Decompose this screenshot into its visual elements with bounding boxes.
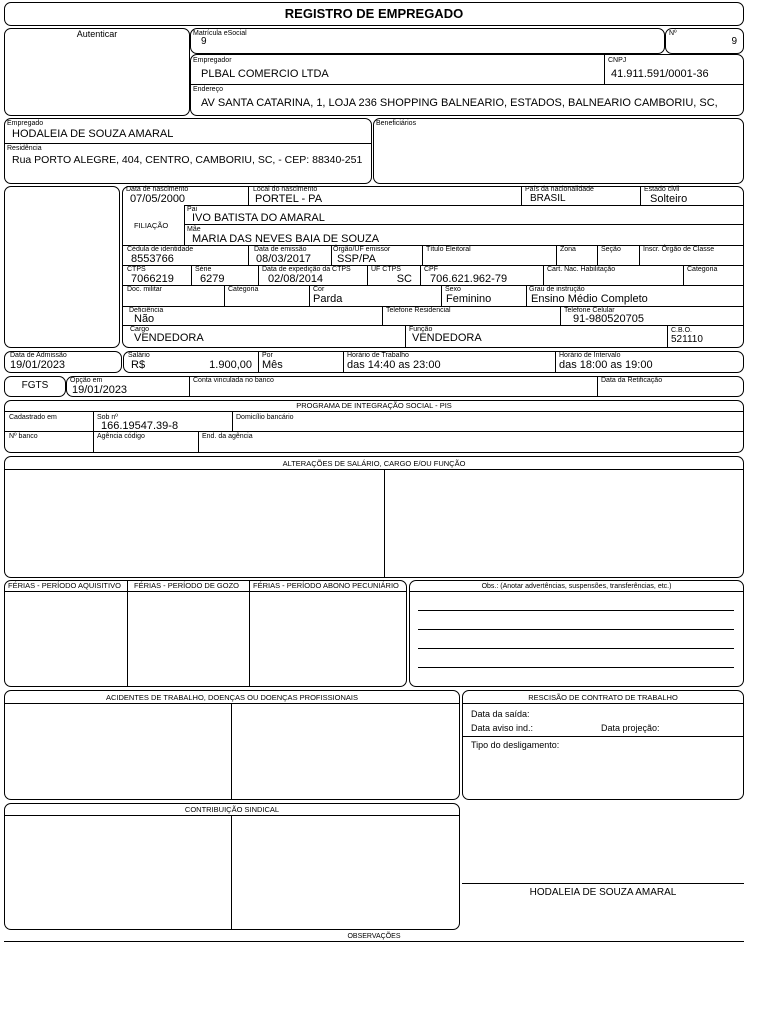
salario-currency: R$ — [131, 359, 146, 371]
row-line — [462, 736, 744, 737]
telcel-value: 91-980520705 — [573, 313, 644, 325]
col-line — [543, 265, 544, 285]
endereco-divider — [190, 84, 744, 85]
orgao-label: Órgão/UF emissor — [333, 246, 391, 253]
cargo-value: VENDEDORA — [134, 332, 204, 344]
retificacao-label: Data da Retificação — [601, 377, 663, 384]
cpf-value: 706.621.962-79 — [430, 273, 508, 285]
sexo-value: Feminino — [446, 293, 492, 305]
row-line — [4, 591, 407, 592]
sindical-box — [4, 803, 460, 930]
sob-label: Sob nº — [97, 414, 118, 421]
local-label: Local do nascimento — [253, 186, 318, 193]
banco-label: Nº banco — [9, 433, 38, 440]
orgao-value: SSP/PA — [337, 253, 376, 265]
col-line — [382, 306, 383, 325]
cnpj-divider — [604, 54, 605, 84]
cat2-label: Categoria — [228, 286, 259, 293]
col-line — [189, 376, 190, 397]
col-line — [249, 580, 250, 687]
signature-line — [462, 883, 744, 884]
ferias-aquisitivo: FÉRIAS - PERÍODO AQUISITIVO — [8, 581, 121, 590]
col-line — [231, 703, 232, 800]
col-line — [93, 411, 94, 453]
ctps-value: 7066219 — [131, 273, 174, 285]
observacoes-label: OBSERVAÇÕES — [347, 933, 401, 940]
pai-label: Pai — [187, 206, 198, 213]
def-label: Deficiência — [129, 307, 164, 314]
col-line — [420, 265, 421, 285]
col-line — [521, 186, 522, 205]
col-line — [184, 205, 185, 245]
col-line — [560, 306, 561, 325]
titulo-label: Título Eleitoral — [426, 246, 471, 253]
local-value: PORTEL - PA — [255, 193, 323, 205]
mae-label: Mãe — [187, 226, 201, 233]
numero-label: Nº — [669, 30, 677, 37]
matricula-value: 9 — [201, 36, 207, 47]
page-title: REGISTRO DE EMPREGADO — [284, 6, 464, 21]
serie-value: 6279 — [200, 273, 225, 285]
col-line — [248, 186, 249, 205]
por-label: Por — [262, 352, 273, 359]
pis-header: PROGRAMA DE INTEGRAÇÃO SOCIAL - PIS — [296, 401, 452, 410]
obs-line — [418, 667, 734, 668]
col-line — [258, 265, 259, 285]
cargo-label: Cargo — [130, 326, 150, 333]
ctps-label: CTPS — [127, 266, 146, 273]
ferias-box — [4, 580, 407, 687]
ci-label: Cédula de identidade — [127, 246, 194, 253]
cnpj-label: CNPJ — [608, 57, 627, 64]
serie-label: Série — [195, 266, 212, 273]
col-line — [597, 245, 598, 265]
numero-value: 9 — [731, 36, 737, 47]
col-line — [556, 245, 557, 265]
por-value: Mês — [262, 359, 283, 371]
cbo-value: 521110 — [671, 334, 703, 345]
funcao-label: Função — [409, 326, 433, 333]
agencia-label: Agência código — [97, 433, 145, 440]
mae-value: MARIA DAS NEVES BAIA DE SOUZA — [192, 233, 380, 245]
ci-value: 8553766 — [131, 253, 174, 265]
col-line — [331, 245, 332, 265]
signature-name: HODALEIA DE SOUZA AMARAL — [529, 887, 677, 898]
row-line — [462, 703, 744, 704]
obs-line — [418, 610, 734, 611]
emissao-value: 08/03/2017 — [256, 253, 312, 265]
residencia-divider — [4, 143, 372, 144]
obs-line — [418, 629, 734, 630]
col-line — [640, 186, 641, 205]
acidentes-header: ACIDENTES DE TRABALHO, DOENÇAS OU DOENÇAS PROFISSIONAIS — [106, 693, 358, 702]
col-line — [198, 431, 199, 453]
end-agencia-label: End. da agência — [202, 433, 253, 440]
zona-label: Zona — [560, 246, 576, 253]
cat-label: Categoria — [687, 266, 718, 273]
col-line — [422, 245, 423, 265]
alteracoes-box — [4, 456, 744, 578]
col-line — [258, 351, 259, 373]
saida-label: Data da saída: — [471, 709, 530, 719]
ferias-abono: FÉRIAS - PERÍODO ABONO PECUNIÁRIO — [253, 581, 399, 590]
sob-value: 166.19547.39-8 — [101, 420, 179, 432]
cbo-label: C.B.O. — [671, 327, 693, 334]
domicilio-label: Domicílio bancário — [236, 414, 294, 421]
horario-value: das 14:40 as 23:00 — [347, 359, 441, 371]
projecao-label: Data projeção: — [601, 723, 660, 733]
row-line — [122, 325, 744, 326]
rescisao-header: RESCISÃO DE CONTRATO DE TRABALHO — [528, 693, 678, 702]
photo-box — [4, 186, 120, 348]
col-line — [248, 245, 249, 265]
exp-value: 02/08/2014 — [268, 273, 324, 285]
cpf-label: CPF — [424, 266, 438, 273]
nasc-value: 07/05/2000 — [130, 193, 186, 205]
civil-value: Solteiro — [650, 193, 688, 205]
cadastrado-label: Cadastrado em — [9, 414, 57, 421]
col-line — [127, 580, 128, 687]
obs-line — [418, 648, 734, 649]
col-line — [597, 376, 598, 397]
salario-value: 1.900,00 — [209, 359, 252, 371]
sindical-header: CONTRIBUIÇÃO SINDICAL — [184, 805, 280, 814]
row-line — [4, 815, 460, 816]
row-line — [409, 591, 744, 592]
col-line — [231, 815, 232, 930]
matricula-label: Matrícula eSocial — [193, 30, 247, 37]
telres-label: Telefone Residencial — [386, 307, 451, 314]
beneficiarios-label: Beneficiários — [376, 120, 417, 127]
residencia-value: Rua PORTO ALEGRE, 404, CENTRO, CAMBORIU, SC, - CEP: 88340-251 — [12, 154, 363, 166]
col-line — [441, 285, 442, 306]
ferias-gozo: FÉRIAS - PERÍODO DE GOZO — [134, 581, 240, 590]
matricula-box — [190, 28, 665, 54]
docmil-label: Doc. militar — [127, 286, 163, 293]
inscr-label: Inscr. Órgão de Classe — [643, 246, 715, 253]
def-value: Não — [134, 313, 155, 325]
admissao-value: 19/01/2023 — [10, 359, 66, 371]
endereco-value: AV SANTA CATARINA, 1, LOJA 236 SHOPPING BALNEARIO, ESTADOS, BALNEARIO CAMBORIU, SC, — [201, 97, 718, 109]
emissao-label: Data de emissão — [254, 246, 307, 253]
cor-value: Parda — [313, 293, 343, 305]
row-line — [184, 224, 744, 225]
civil-label: Estado civil — [644, 186, 680, 193]
col-line — [343, 351, 344, 373]
telcel-label: Telefone Celular — [564, 307, 615, 314]
observacoes-line — [4, 941, 744, 942]
secao-label: Seção — [601, 246, 621, 253]
col-line — [384, 469, 385, 578]
row-line — [122, 285, 744, 286]
alteracoes-header: ALTERAÇÕES DE SALÁRIO, CARGO E/OU FUNÇÃO — [282, 459, 466, 468]
col-line — [224, 285, 225, 306]
admissao-label: Data de Admissão — [10, 352, 67, 359]
col-line — [405, 325, 406, 348]
opcao-value: 19/01/2023 — [72, 384, 128, 396]
col-line — [639, 245, 640, 265]
conta-label: Conta vinculada no banco — [193, 377, 274, 384]
sexo-label: Sexo — [445, 286, 461, 293]
funcao-value: VENDEDORA — [412, 332, 482, 344]
row-line — [4, 469, 744, 470]
intervalo-label: Horário de Intervalo — [559, 352, 621, 359]
ufctps-label: UF CTPS — [371, 266, 401, 273]
empregador-value: PLBAL COMERCIO LTDA — [201, 68, 329, 80]
row-line — [4, 411, 744, 412]
filiacao-label: FILIAÇÃO — [134, 221, 169, 230]
col-line — [683, 265, 684, 285]
grau-label: Grau de instrução — [529, 286, 585, 293]
col-line — [232, 411, 233, 431]
beneficiarios-box — [373, 118, 744, 184]
grau-value: Ensino Médio Completo — [531, 293, 648, 305]
empregado-value: HODALEIA DE SOUZA AMARAL — [12, 128, 174, 140]
col-line — [555, 351, 556, 373]
tipo-label: Tipo do desligamento: — [471, 740, 560, 750]
autenticar-label: Autenticar — [76, 29, 118, 39]
cnh-label: Cart. Nac. Habilitação — [547, 266, 616, 273]
autenticar-box — [4, 28, 190, 116]
col-line — [309, 285, 310, 306]
cor-label: Cor — [313, 286, 325, 293]
residencia-label: Residência — [7, 145, 42, 152]
obs-label: Obs.: (Anotar advertências, suspensões, transferências, etc.) — [481, 583, 672, 590]
fgts-label: FGTS — [21, 380, 49, 391]
col-line — [191, 265, 192, 285]
aviso-label: Data aviso ind.: — [471, 723, 534, 733]
row-line — [184, 205, 744, 206]
cnpj-value: 41.911.591/0001-36 — [611, 68, 709, 80]
col-line — [526, 285, 527, 306]
row-line — [4, 703, 460, 704]
obs-box — [409, 580, 744, 687]
ufctps-value: SC — [396, 273, 412, 285]
nasc-label: Data de nascimento — [126, 186, 189, 193]
pais-label: País da nacionalidade — [525, 186, 594, 193]
acidentes-box — [4, 690, 460, 800]
empregador-label: Empregador — [193, 57, 232, 64]
pais-value: BRASIL — [530, 193, 566, 204]
intervalo-value: das 18:00 as 19:00 — [559, 359, 653, 371]
exp-label: Data de expedição da CTPS — [262, 266, 351, 273]
opcao-label: Opção em — [70, 377, 103, 384]
pai-value: IVO BATISTA DO AMARAL — [192, 212, 325, 224]
endereco-label: Endereço — [193, 86, 223, 93]
horario-label: Horário de Trabalho — [347, 352, 409, 359]
empregado-label: Empregado — [7, 120, 44, 127]
salario-label: Salário — [128, 352, 150, 359]
col-line — [667, 325, 668, 348]
